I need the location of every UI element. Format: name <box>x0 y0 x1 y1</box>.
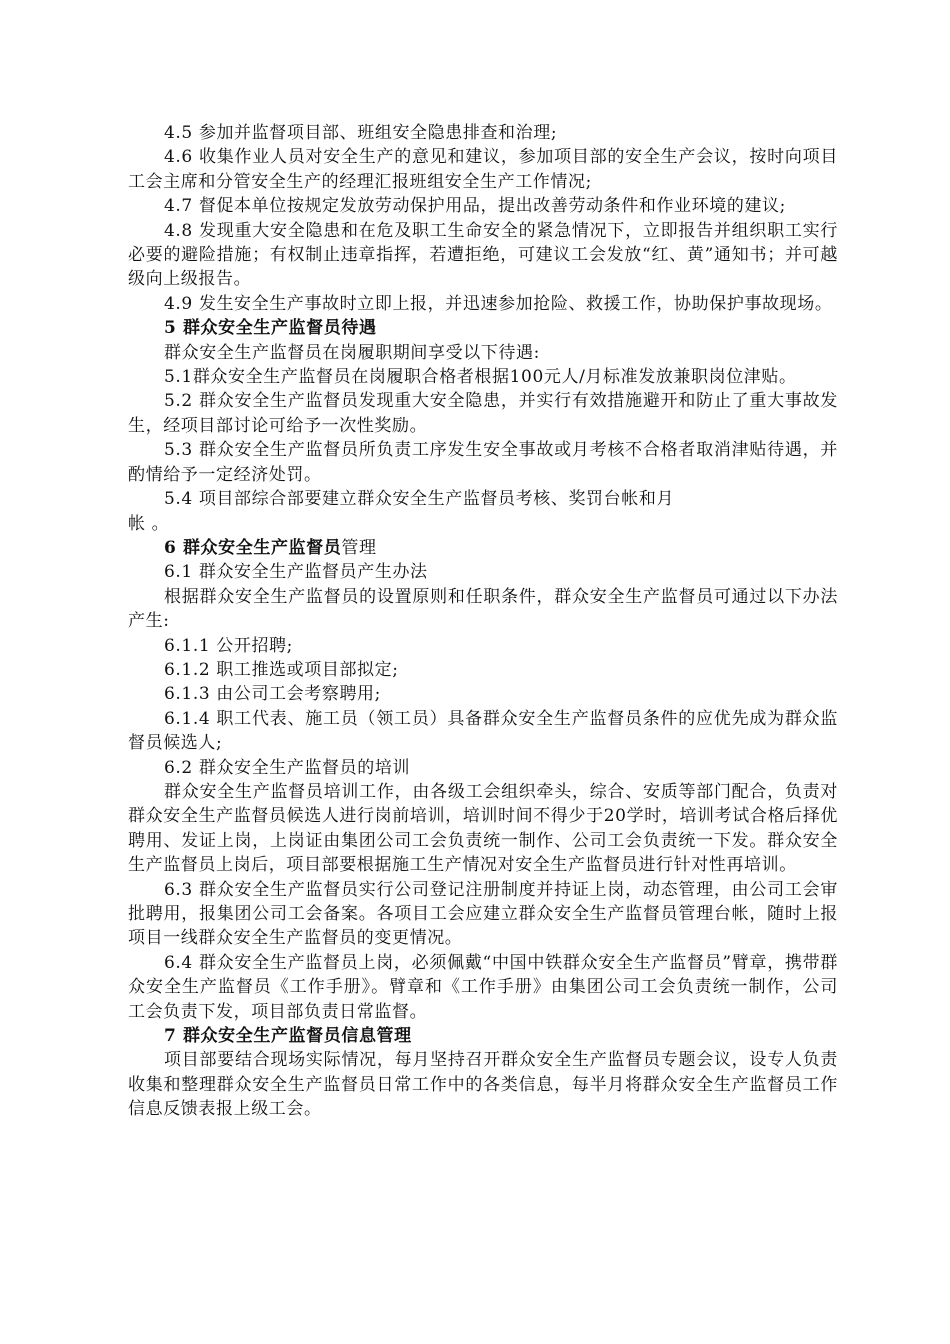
section-heading-6-tail: 管理 <box>341 537 377 558</box>
paragraph-6-2-body: 群众安全生产监督员培训工作，由各级工会组织牵头，综合、安质等部门配合，负责对群众安全生产监督员候选人进行岗前培训，培训时间不得少于20学时，培训考试合格后择优聘用、发证上岗，上岗证由集团公司工会负责统一制作、公司工会负责统一下发。群众安全生产监督员上岗后，项目部要根据施工生产情况对安全生产监督员进行针对性再培训。 <box>128 781 838 876</box>
paragraph-5-1: 5.1群众安全生产监督员在岗履职合格者根据100元人/月标准发放兼职岗位津贴。 <box>164 367 797 388</box>
paragraph-6-1: 6.1 群众安全生产监督员产生办法 <box>164 562 428 583</box>
section-heading-6-bold: 6 群众安全生产监督员 <box>164 537 342 558</box>
paragraph-5-4-continued: 帐 。 <box>128 513 170 534</box>
paragraph-6-1-2: 6.1.2 职工推选或项目部拟定; <box>164 659 399 680</box>
section-heading-7: 7 群众安全生产监督员信息管理 <box>164 1026 412 1047</box>
section-heading-5: 5 群众安全生产监督员待遇 <box>164 318 377 339</box>
paragraph-6-1-4: 6.1.4 职工代表、施工员（领工员）具备群众安全生产监督员条件的应优先成为群众监督员候选人; <box>128 708 838 754</box>
paragraph-4-7: 4.7 督促本单位按规定发放劳动保护用品，提出改善劳动条件和作业环境的建议; <box>164 196 786 217</box>
paragraph-5-3: 5.3 群众安全生产监督员所负责工序发生安全事故或月考核不合格者取消津贴待遇，并酌情给予一定经济处罚。 <box>128 440 838 485</box>
paragraph-6-3: 6.3 群众安全生产监督员实行公司登记注册制度并持证上岗，动态管理，由公司工会审批聘用，报集团公司工会备案。各项目工会应建立群众安全生产监督员管理台帐，随时上报项目一线群众安全生产监督员的变更情况。 <box>128 879 838 949</box>
paragraph-6-1-intro: 根据群众安全生产监督员的设置原则和任职条件，群众安全生产监督员可通过以下办法产生: <box>128 586 838 632</box>
paragraph-6-4: 6.4 群众安全生产监督员上岗，必须佩戴“中国中铁群众安全生产监督员”臂章，携带群众安全生产监督员《工作手册》。臂章和《工作手册》由集团公司工会负责统一制作，公司工会负责下发，项目部负责日常监督。 <box>128 952 838 1022</box>
paragraph-7-body: 项目部要结合现场实际情况，每月坚持召开群众安全生产监督员专题会议，设专人负责收集和整理群众安全生产监督员日常工作中的各类信息，每半月将群众安全生产监督员工作信息反馈表报上级工会。 <box>128 1050 838 1120</box>
paragraph-5-4: 5.4 项目部综合部要建立群众安全生产监督员考核、奖罚台帐和月 <box>164 489 675 510</box>
paragraph-4-9: 4.9 发生安全生产事故时立即上报，并迅速参加抢险、救援工作，协助保护事故现场。 <box>164 293 833 314</box>
paragraph-5-intro: 群众安全生产监督员在岗履职期间享受以下待遇: <box>164 342 540 363</box>
paragraph-6-1-1: 6.1.1 公开招聘; <box>164 635 293 656</box>
paragraph-6-1-3: 6.1.3 由公司工会考察聘用; <box>164 684 381 705</box>
paragraph-4-6: 4.6 收集作业人员对安全生产的意见和建议，参加项目部的安全生产会议，按时向项目工会主席和分管安全生产的经理汇报班组安全生产工作情况; <box>128 147 838 192</box>
paragraph-6-2: 6.2 群众安全生产监督员的培训 <box>164 757 411 778</box>
paragraph-4-8: 4.8 发现重大安全隐患和在危及职工生命安全的紧急情况下，立即报告并组织职工实行必要的避险措施；有权制止违章指挥，若遭拒绝，可建议工会发放“红、黄”通知书；并可越级向上级报告。 <box>128 220 838 290</box>
section-heading-6 <box>128 536 838 560</box>
document-body <box>128 121 838 1122</box>
paragraph-4-5: 4.5 参加并监督项目部、班组安全隐患排查和治理; <box>164 123 558 143</box>
paragraph-5-2: 5.2 群众安全生产监督员发现重大安全隐患，并实行有效措施避开和防止了重大事故发生，经项目部讨论可给予一次性奖励。 <box>128 391 838 436</box>
